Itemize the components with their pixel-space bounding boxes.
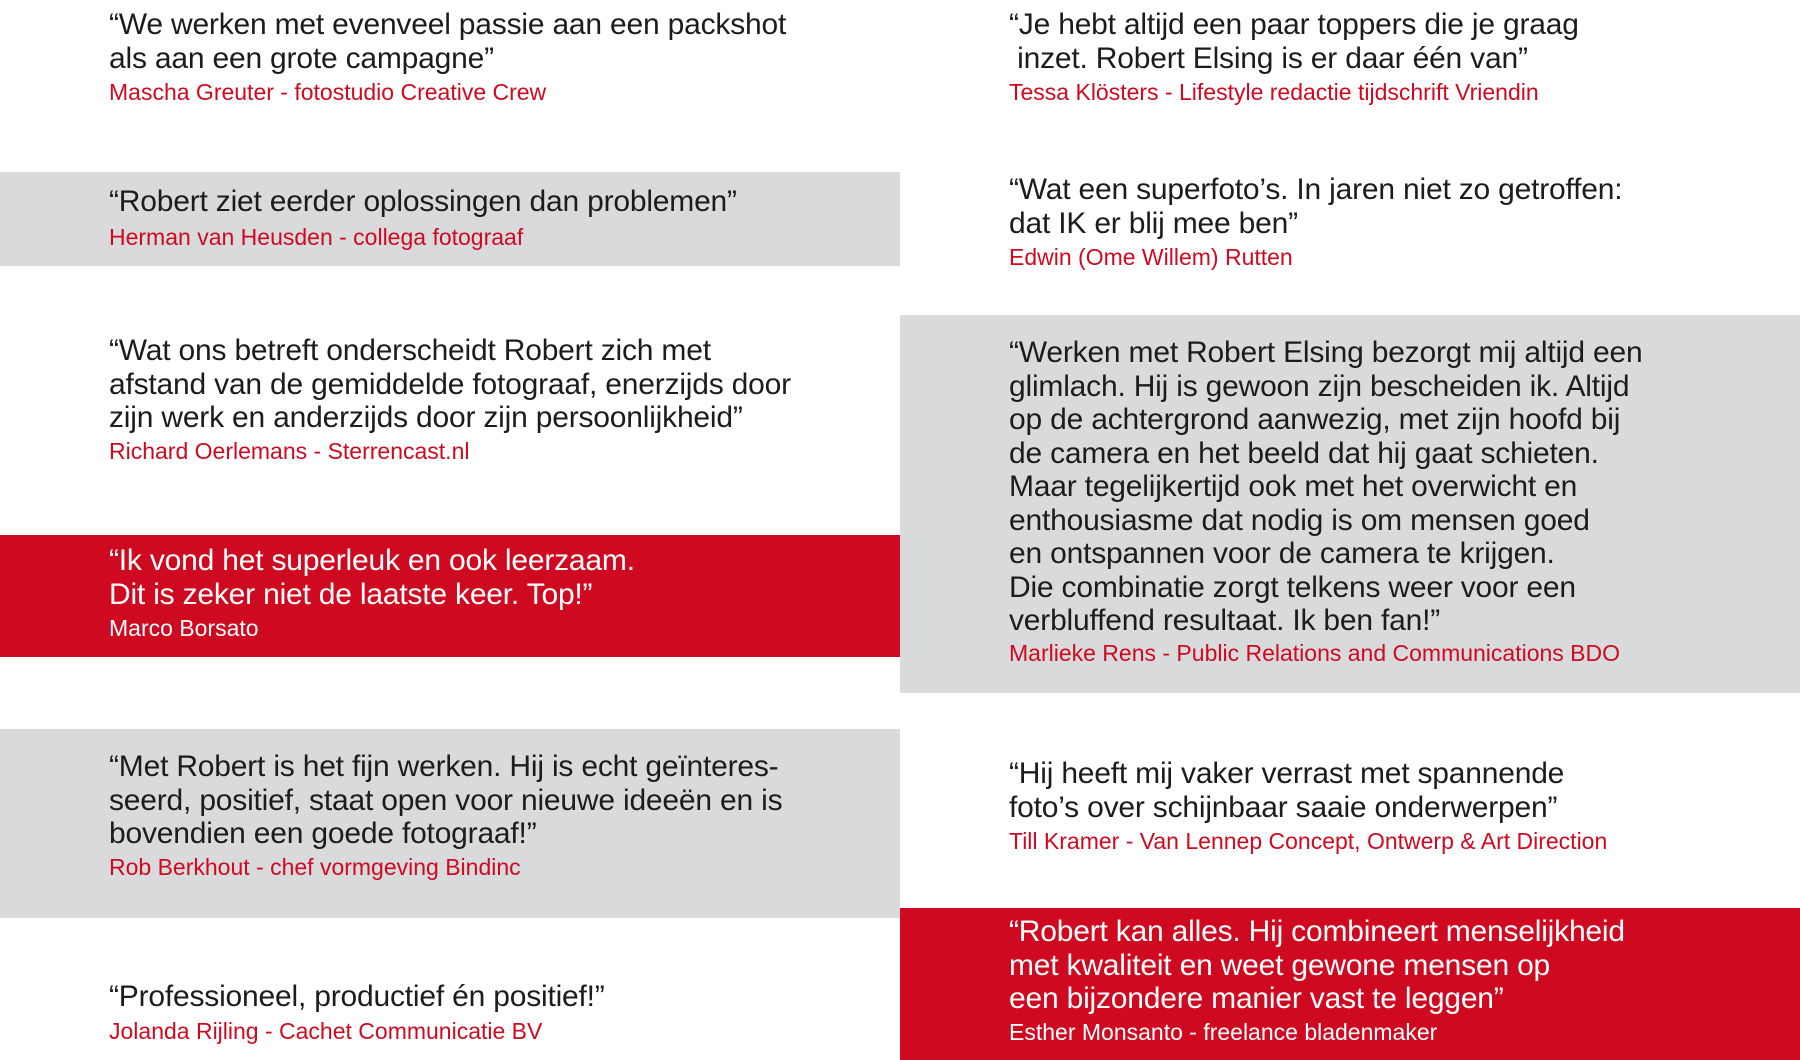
quote-author: Herman van Heusden - collega fotograaf [109, 224, 524, 250]
quote-author: Tessa Klösters - Lifestyle redactie tijdschrift Vriendin [1009, 79, 1539, 105]
quote-text: “Robert ziet eerder oplossingen dan problemen” [109, 185, 737, 218]
quote-author: Jolanda Rijling - Cachet Communicatie BV [109, 1018, 543, 1044]
quote-text: “Werken met Robert Elsing bezorgt mij altijd een glimlach. Hij is gewoon zijn bescheiden ik. Altijd op de achtergrond aanwezig, met zijn hoofd bij de camera en het beeld dat hij gaat schieten. Maar tegelijkertijd ook met het overwicht en enthousiasme dat nodig is om mensen goed en ontspannen voor de camera te krijgen. Die combinatie zorgt telkens weer voor een verbluffend resultaat. Ik ben fan!” [1009, 336, 1643, 637]
quote-text: “Robert kan alles. Hij combineert menselijkheid met kwaliteit en weet gewone mensen op een bijzondere manier vast te leggen” [1009, 915, 1625, 1015]
quote-text: “We werken met evenveel passie aan een packshot als aan een grote campagne” [109, 8, 787, 75]
quote-text: “Professioneel, productief én positief!” [109, 980, 605, 1013]
quote-text: “Wat ons betreft onderscheidt Robert zich met afstand van de gemiddelde fotograaf, enerzijds door zijn werk en anderzijds door zijn persoonlijkheid” [109, 334, 791, 434]
quote-author: Rob Berkhout - chef vormgeving Bindinc [109, 854, 521, 880]
quote-author: Esther Monsanto - freelance bladenmaker [1009, 1019, 1438, 1045]
quote-text: “Wat een superfoto’s. In jaren niet zo getroffen: dat IK er blij mee ben” [1009, 173, 1623, 240]
quote-author: Edwin (Ome Willem) Rutten [1009, 244, 1293, 270]
quote-author: Till Kramer - Van Lennep Concept, Ontwerp & Art Direction [1009, 828, 1608, 854]
quote-author: Mascha Greuter - fotostudio Creative Crew [109, 79, 547, 105]
quote-author: Richard Oerlemans - Sterrencast.nl [109, 438, 470, 464]
quote-text: “Ik vond het superleuk en ook leerzaam. Dit is zeker niet de laatste keer. Top!” [109, 544, 635, 611]
quote-text: “Hij heeft mij vaker verrast met spannende foto’s over schijnbaar saaie onderwerpen” [1009, 757, 1565, 824]
quote-text: “Met Robert is het fijn werken. Hij is echt geïnteres- seerd, positief, staat open voor nieuwe ideeën en is bovendien een goede fotograaf!” [109, 750, 783, 850]
quote-text: “Je hebt altijd een paar toppers die je graag inzet. Robert Elsing is er daar één van” [1009, 8, 1579, 75]
quote-author: Marco Borsato [109, 615, 259, 641]
quote-author: Marlieke Rens - Public Relations and Communications BDO [1009, 640, 1621, 666]
